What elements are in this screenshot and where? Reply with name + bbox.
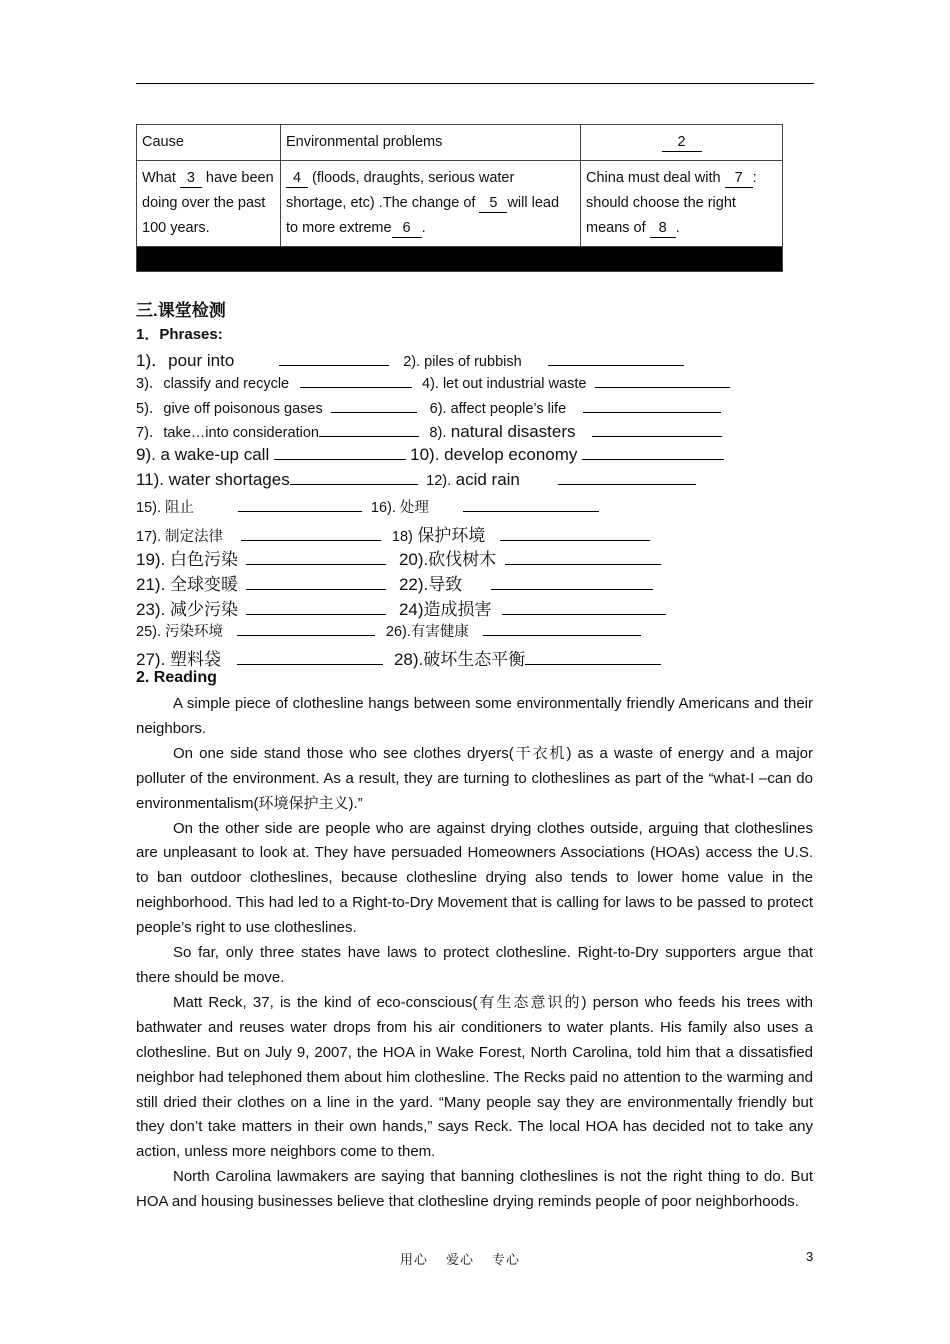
phrase-row-1: 1)．pour into 2). piles of rubbish bbox=[136, 346, 684, 371]
phrase-row-4: 7)．take…into consideration 8). natural disasters bbox=[136, 421, 722, 442]
phrase-row-7: 15). 阻止 16). 处理 bbox=[136, 496, 599, 517]
phrase-row-9: 19). 白色污染 20).砍伐树木 bbox=[136, 545, 661, 570]
phrase-row-8: 17). 制定法律 18) 保护环境 bbox=[136, 521, 650, 546]
reading-paragraph: Matt Reck, 37, is the kind of eco-conscious(有生态意识的) person who feeds his trees with bathwater and reuses water drops from his air conditioners to water plants. His family also uses a clothesline. But on July 9, 2007, the HOA in Wake Forest, North Carolina, told him that a dissatisfied neighbor had telephoned them about him clothesline. The Recks paid no attention to the warming and still dried their clothes on a line in the yard. “Many people say they are environmentally friendly but they don’t take matters in their own hands,” says Reck. The local HOA has decided not to take any action, unless more neighbors come to them. bbox=[136, 993, 813, 1161]
page-number: 3 bbox=[806, 1249, 814, 1264]
reading-paragraph: So far, only three states have laws to protect clothesline. Right-to-Dry supporters argue that there should be move. bbox=[136, 944, 813, 986]
footer-motto: 用心 爱心 专心 bbox=[400, 1252, 521, 1267]
problems-table bbox=[136, 124, 783, 272]
reading-paragraph: On the other side are people who are against drying clothes outside, arguing that clotheslines are unpleasant to look at. They have persuaded Homeowners Associations (HOAs) access the U.S. to ban outdoor clotheslines, because clothesline drying also tends to lower home value in the neighborhood. This had led to a Right-to-Dry Movement that is calling for laws to be passed to protect people’s right to use clotheslines. bbox=[136, 819, 813, 937]
phrase-row-5: 9). a wake-up call 10). develop economy bbox=[136, 445, 724, 465]
phrase-row-12: 25). 污染环境 26).有害健康 bbox=[136, 620, 641, 641]
reading-paragraph: A simple piece of clothesline hangs between some environmentally friendly Americans and their neighbors. bbox=[136, 695, 813, 737]
phrase-row-13: 27). 塑料袋 28).破坏生态平衡 bbox=[136, 645, 661, 670]
phrase-row-6: 11). water shortages 12). acid rain bbox=[136, 470, 696, 490]
reading-paragraph: On one side stand those who see clothes dryers(干衣机) as a waste of energy and a major polluter of the environment. As a result, they are turning to clotheslines as part of the “what-I –can do environmentalism(环境保护主义).” bbox=[136, 744, 813, 812]
phrase-row-10: 21). 全球变暖 22).导致 bbox=[136, 570, 653, 595]
reading-paragraph: North Carolina lawmakers are saying that banning clotheslines is not the right thing to do. But HOA and housing businesses believe that clothesline drying reminds people of poor neighborhoods. bbox=[136, 1168, 813, 1211]
phrase-row-2: 3)．classify and recycle 4). let out industrial waste bbox=[136, 372, 730, 393]
reading-title: 2. Reading bbox=[136, 669, 217, 686]
phrase-row-3: 5)．give off poisonous gases 6). affect people’s life bbox=[136, 397, 721, 418]
phrase-row-11: 23). 减少污染 24)造成损害 bbox=[136, 595, 666, 620]
table-black-bar bbox=[137, 247, 783, 272]
table-cell-solution: China must deal with 7 : should choose the right means of 8 . bbox=[581, 161, 783, 247]
table-cell-cause: What 3 have been doing over the past 100 years. bbox=[137, 161, 281, 247]
table-header-blank: 2 bbox=[581, 125, 783, 161]
reading-passage bbox=[136, 692, 813, 1215]
table-header-problems: Environmental problems bbox=[281, 125, 581, 161]
section-title: 三.课堂检测 bbox=[136, 301, 226, 320]
table-header-cause: Cause bbox=[137, 125, 281, 161]
table-cell-problems: 4 (floods, draughts, serious water shortage, etc) .The change of 5 will lead to more extreme 6 . bbox=[281, 161, 581, 247]
phrases-title: 1．Phrases: bbox=[136, 326, 223, 343]
header-rule bbox=[136, 83, 814, 84]
